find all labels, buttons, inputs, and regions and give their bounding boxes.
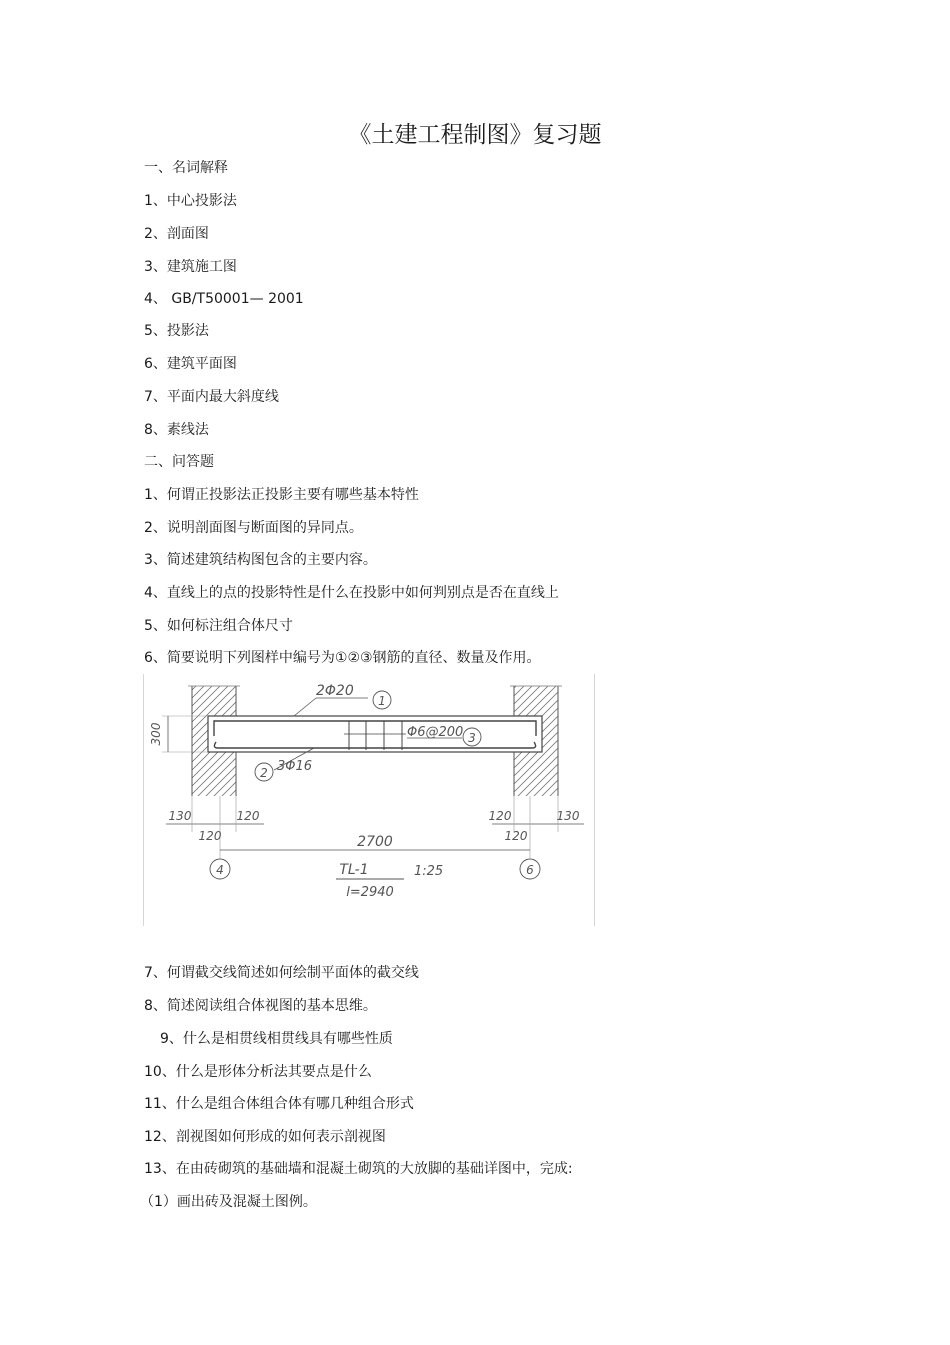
dim-right-below: 120 xyxy=(504,829,528,843)
list-item: 5、如何标注组合体尺寸 xyxy=(144,618,293,634)
document-title: 《土建工程制图》复习题 xyxy=(348,122,602,148)
list-item: 1、中心投影法 xyxy=(144,193,237,209)
list-item: 6、建筑平面图 xyxy=(144,356,237,372)
dim-right-outer: 130 xyxy=(556,809,580,823)
list-item: 12、剖视图如何形成的如何表示剖视图 xyxy=(144,1129,386,1145)
axis-marker-left xyxy=(210,852,230,879)
rebar-bottom-label: 3Φ16 xyxy=(277,759,313,774)
list-item: 11、什么是组合体组合体有哪几种组合形式 xyxy=(144,1096,414,1112)
rebar-callout-2 xyxy=(255,748,314,781)
drawing-title-block xyxy=(336,862,443,900)
section-heading-definitions: 一、名词解释 xyxy=(144,160,228,176)
list-item: 3、简述建筑结构图包含的主要内容。 xyxy=(144,552,377,568)
span-text: 2700 xyxy=(357,834,393,850)
rebar-bottom-number: 2 xyxy=(260,766,268,780)
beam-reinforcement-drawing xyxy=(143,674,595,926)
stirrup-label: Φ6@200 xyxy=(407,725,464,740)
axis-right-label: 6 xyxy=(526,863,534,877)
section-heading-questions: 二、问答题 xyxy=(144,454,214,470)
height-dim-text: 300 xyxy=(149,722,163,746)
axis-marker-right xyxy=(520,852,540,879)
list-item: 4、直线上的点的投影特性是什么在投影中如何判别点是否在直线上 xyxy=(144,585,559,601)
list-item: 4、 GB/T50001— 2001 xyxy=(144,291,304,307)
stirrup-number: 3 xyxy=(468,731,476,745)
list-item: （1）画出砖及混凝土图例。 xyxy=(140,1194,317,1210)
beam-length: l=2940 xyxy=(346,885,394,900)
list-item: 5、投影法 xyxy=(144,323,209,339)
list-item: 1、何谓正投影法正投影主要有哪些基本特性 xyxy=(144,487,419,503)
list-item: 9、什么是相贯线相贯线具有哪些性质 xyxy=(160,1031,393,1047)
list-item: 2、说明剖面图与断面图的异同点。 xyxy=(144,520,363,536)
rebar-top-label: 2Φ20 xyxy=(316,683,354,699)
beam-name: TL-1 xyxy=(339,862,369,878)
list-item: 8、简述阅读组合体视图的基本思维。 xyxy=(144,998,377,1014)
rebar-top-number: 1 xyxy=(378,694,386,708)
dim-left-outer: 130 xyxy=(168,809,192,823)
list-item: 3、建筑施工图 xyxy=(144,259,237,275)
list-item: 13、在由砖砌筑的基础墙和混凝土砌筑的大放脚的基础详图中，完成: xyxy=(144,1161,573,1177)
scale-text: 1:25 xyxy=(414,864,444,879)
axis-left-label: 4 xyxy=(216,863,224,877)
dim-right-inner: 120 xyxy=(488,809,512,823)
list-item: 8、素线法 xyxy=(144,422,209,438)
list-item: 7、平面内最大斜度线 xyxy=(144,389,279,405)
span-dimension xyxy=(220,834,530,850)
dim-left-below: 120 xyxy=(198,829,222,843)
list-item: 6、简要说明下列图样中编号为①②③钢筋的直径、数量及作用。 xyxy=(144,650,541,666)
list-item: 7、何谓截交线简述如何绘制平面体的截交线 xyxy=(144,965,419,981)
dim-left-inner: 120 xyxy=(236,809,260,823)
rebar-callout-1 xyxy=(294,683,391,716)
list-item: 2、剖面图 xyxy=(144,226,209,242)
list-item: 10、什么是形体分析法其要点是什么 xyxy=(144,1064,372,1080)
beam-outline xyxy=(208,716,542,752)
